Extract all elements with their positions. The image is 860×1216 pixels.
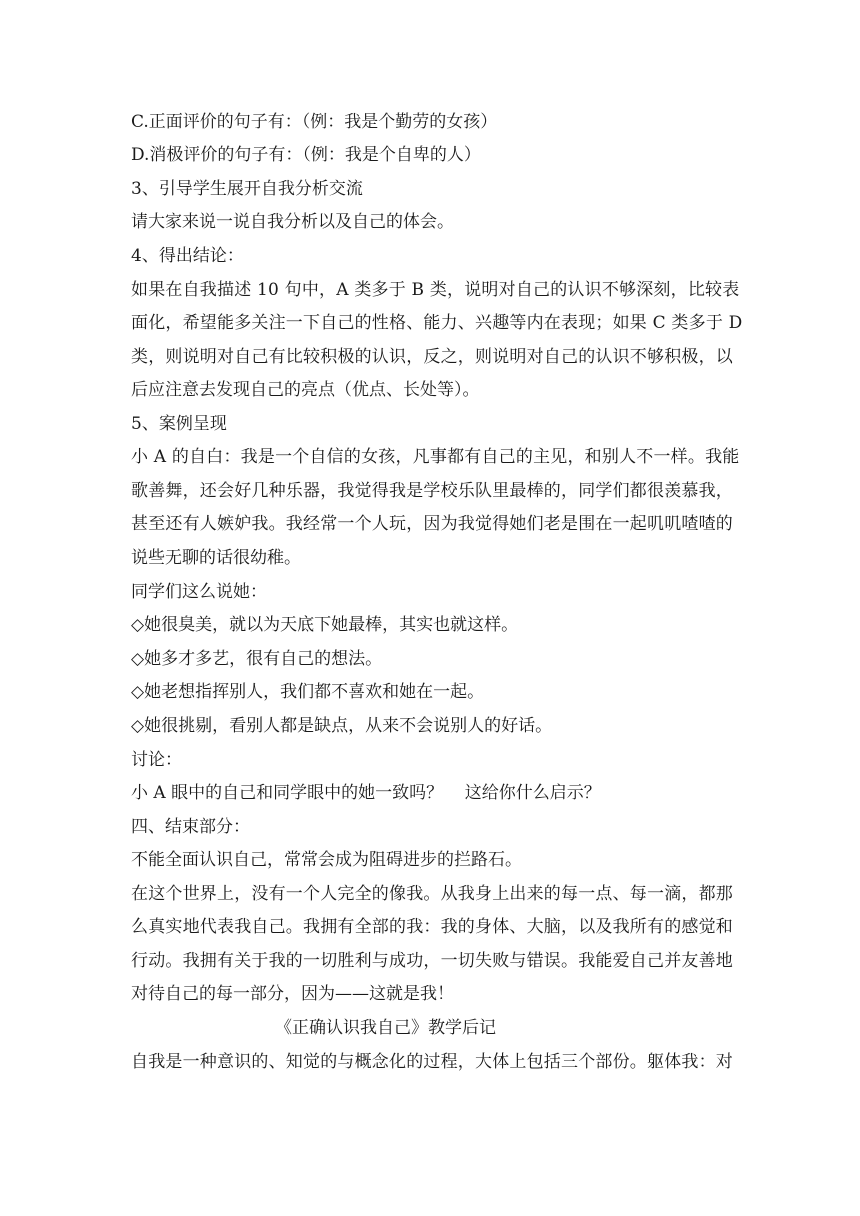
text-line: 同学们这么说她： bbox=[131, 582, 267, 602]
text-line: 讨论： bbox=[131, 750, 182, 770]
text-line: 类，则说明对自己有比较积极的认识，反之，则说明对自己的认识不够积极，以 bbox=[131, 347, 733, 367]
text-line: 歌善舞，还会好几种乐器，我觉得我是学校乐队里最棒的，同学们都很羡慕我， bbox=[131, 481, 733, 501]
text-line: 不能全面认识自己，常常会成为阻碍进步的拦路石。 bbox=[131, 850, 522, 870]
text-line: 如果在自我描述 10 句中，A 类多于 B 类，说明对自己的认识不够深刻，比较表 bbox=[131, 280, 740, 300]
text-line: 说些无聊的话很幼稚。 bbox=[131, 548, 301, 568]
text-line: 在这个世界上，没有一个人完全的像我。从我身上出来的每一点、每一滴，都那 bbox=[131, 884, 733, 904]
section-heading: 5、案例呈现 bbox=[131, 414, 227, 434]
text-line: C.正面评价的句子有：（例：我是个勤劳的女孩） bbox=[131, 112, 498, 132]
postscript-title: 《正确认识我自己》教学后记 bbox=[275, 1018, 496, 1038]
text-line: 么真实地代表我自己。我拥有全部的我：我的身体、大脑，以及我所有的感觉和 bbox=[131, 917, 733, 937]
text-line: 自我是一种意识的、知觉的与概念化的过程，大体上包括三个部份。躯体我：对 bbox=[131, 1052, 733, 1072]
text-line: 行动。我拥有关于我的一切胜利与成功，一切失败与错误。我能爱自己并友善地 bbox=[131, 951, 733, 971]
text-line: D.消极评价的句子有：（例：我是个自卑的人） bbox=[131, 145, 481, 165]
section-heading: 4、得出结论： bbox=[131, 246, 244, 266]
text-line: 小 A 眼中的自己和同学眼中的她一致吗？ 这给你什么启示？ bbox=[131, 783, 601, 803]
text-line: 请大家来说一说自我分析以及自己的体会。 bbox=[131, 212, 454, 232]
text-line: 小 A 的自白：我是一个自信的女孩，凡事都有自己的主见，和别人不一样。我能 bbox=[131, 447, 740, 467]
text-line: 甚至还有人嫉妒我。我经常一个人玩，因为我觉得她们老是围在一起叽叽喳喳的 bbox=[131, 514, 733, 534]
list-item: ◇她很臭美，就以为天底下她最棒，其实也就这样。 bbox=[131, 615, 519, 635]
section-heading: 3、引导学生展开自我分析交流 bbox=[131, 179, 363, 199]
list-item: ◇她老想指挥别人，我们都不喜欢和她在一起。 bbox=[131, 682, 485, 702]
text-line: 后应注意去发现自己的亮点（优点、长处等）。 bbox=[131, 380, 480, 400]
list-item: ◇她多才多艺，很有自己的想法。 bbox=[131, 649, 383, 669]
list-item: ◇她很挑剔，看别人都是缺点，从来不会说别人的好话。 bbox=[131, 716, 553, 736]
text-line: 面化，希望能多关注一下自己的性格、能力、兴趣等内在表现；如果 C 类多于 D bbox=[131, 313, 743, 333]
section-heading: 四、结束部分： bbox=[131, 817, 250, 837]
text-line: 对待自己的每一部分，因为——这就是我！ bbox=[131, 984, 454, 1004]
